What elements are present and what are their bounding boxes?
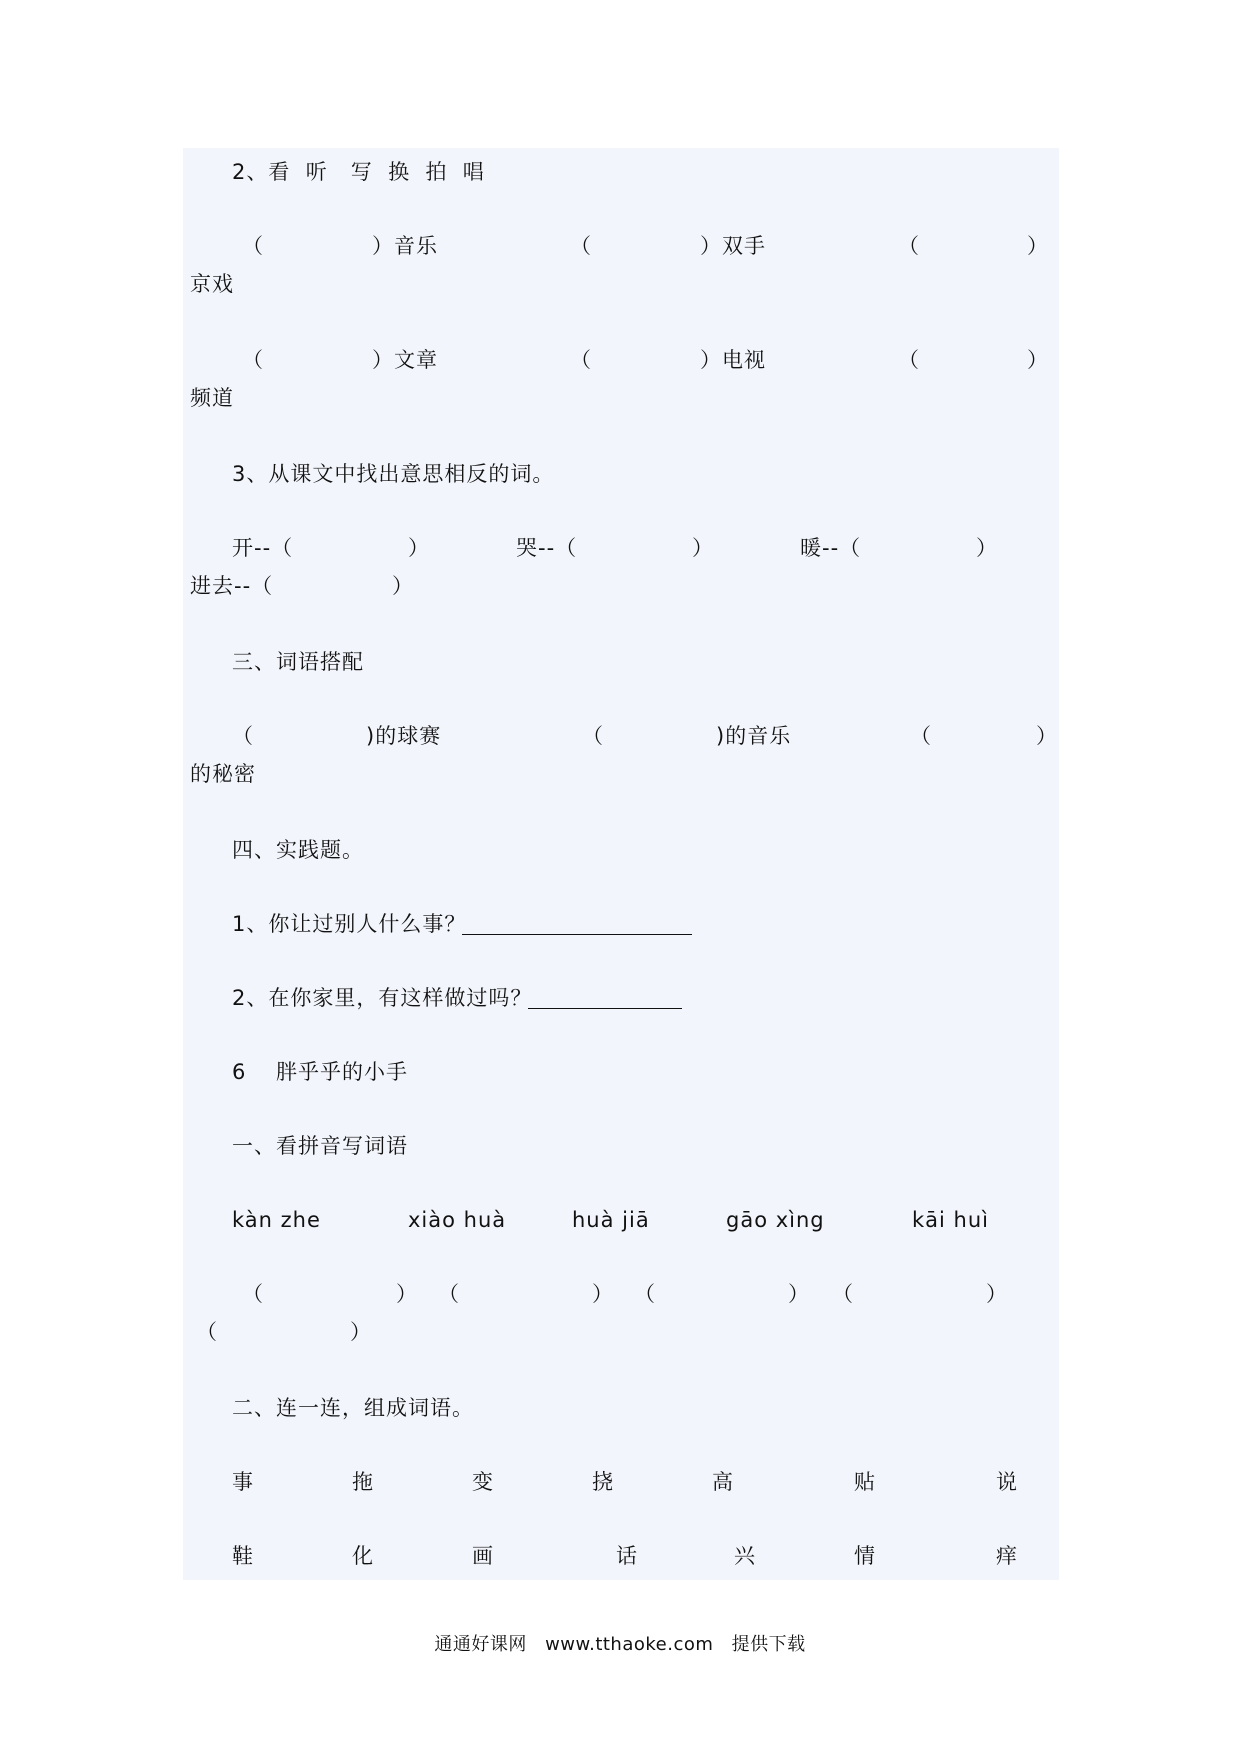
- connect-char-bottom[interactable]: 化: [352, 1544, 374, 1568]
- paren-open: （: [898, 348, 920, 372]
- paren-close: ）: [392, 574, 414, 598]
- section3-item-2: )的音乐: [716, 724, 792, 748]
- answer-line[interactable]: [462, 934, 692, 935]
- paren-open: （: [438, 1282, 460, 1306]
- section4-question-2: 2、在你家里，有这样做过吗？: [232, 986, 533, 1010]
- q2-row1-word1: ）音乐: [372, 234, 438, 258]
- paren-close: ）: [350, 1320, 372, 1344]
- connect-char-bottom[interactable]: 话: [616, 1544, 638, 1568]
- paren-open: （: [910, 724, 932, 748]
- q3-item-1: 开--（: [232, 536, 294, 560]
- section4-heading: 四、实践题。: [232, 838, 364, 862]
- paren-close: ）: [692, 536, 714, 560]
- footer-note: 提供下载: [731, 1634, 806, 1655]
- connect-char-top[interactable]: 挠: [592, 1470, 614, 1494]
- q2-row2-word2: ）电视: [700, 348, 766, 372]
- lesson-title: 胖乎乎的小手: [276, 1060, 408, 1084]
- pinyin-word: kàn zhe: [232, 1208, 321, 1232]
- paren-open: （: [242, 348, 264, 372]
- connect-char-bottom[interactable]: 画: [472, 1544, 494, 1568]
- paren-open: （: [242, 1282, 264, 1306]
- pinyin-word: kāi huì: [912, 1208, 989, 1232]
- paren-open: （: [570, 234, 592, 258]
- paren-close: ）: [396, 1282, 418, 1306]
- pinyin-word: huà jiā: [572, 1208, 650, 1232]
- paren-open: （: [570, 348, 592, 372]
- connect-char-top[interactable]: 事: [232, 1470, 254, 1494]
- paren-close: ）: [1027, 348, 1049, 372]
- connect-char-top[interactable]: 高: [712, 1470, 734, 1494]
- q2-row2-word3: 频道: [190, 386, 234, 410]
- footer-url[interactable]: www.tthaoke.com: [545, 1634, 714, 1655]
- q3-item-2: 哭--（: [516, 536, 578, 560]
- paren-close: ）: [986, 1282, 1008, 1306]
- connect-char-top[interactable]: 变: [472, 1470, 494, 1494]
- paren-close: ）: [408, 536, 430, 560]
- pinyin-word: gāo xìng: [726, 1208, 825, 1232]
- content-panel: [183, 148, 1059, 1580]
- section3-item-1: )的球赛: [366, 724, 442, 748]
- section4-question-1: 1、你让过别人什么事？: [232, 912, 467, 936]
- connect-section-heading: 二、连一连，组成词语。: [232, 1396, 474, 1420]
- q2-row1-word2: ）双手: [700, 234, 766, 258]
- paren-open: （: [832, 1282, 854, 1306]
- connect-char-top[interactable]: 拖: [352, 1470, 374, 1494]
- section3-heading: 三、词语搭配: [232, 650, 364, 674]
- page-footer: [0, 1632, 1240, 1658]
- footer-site-name: 通通好课网: [434, 1634, 527, 1655]
- pinyin-word: xiào huà: [408, 1208, 507, 1232]
- paren-close: ）: [1027, 234, 1049, 258]
- paren-close: ）: [976, 536, 998, 560]
- paren-open: （: [242, 234, 264, 258]
- q3-item-4: 进去--（: [190, 574, 274, 598]
- q2-row2-word1: ）文章: [372, 348, 438, 372]
- paren-open: （: [582, 724, 604, 748]
- paren-close: ）: [1036, 724, 1058, 748]
- connect-char-bottom[interactable]: 鞋: [232, 1544, 254, 1568]
- lesson-number: 6: [232, 1060, 247, 1084]
- answer-line[interactable]: [528, 1008, 682, 1009]
- q2-prompt: 2、看 听 写 换 拍 唱: [232, 160, 485, 184]
- paren-open: （: [634, 1282, 656, 1306]
- section3-item-3: 的秘密: [190, 762, 256, 786]
- q3-item-3: 暖--（: [800, 536, 862, 560]
- paren-close: ）: [788, 1282, 810, 1306]
- connect-char-bottom[interactable]: 情: [854, 1544, 876, 1568]
- connect-char-bottom[interactable]: 痒: [996, 1544, 1018, 1568]
- paren-open: （: [898, 234, 920, 258]
- q3-prompt: 3、从课文中找出意思相反的词。: [232, 462, 555, 486]
- paren-open: （: [232, 724, 254, 748]
- connect-char-top[interactable]: 说: [996, 1470, 1018, 1494]
- pinyin-section-heading: 一、看拼音写词语: [232, 1134, 408, 1158]
- connect-char-bottom[interactable]: 兴: [734, 1544, 756, 1568]
- q2-row1-word3: 京戏: [190, 272, 234, 296]
- paren-open: （: [196, 1320, 218, 1344]
- paren-close: ）: [592, 1282, 614, 1306]
- connect-char-top[interactable]: 贴: [854, 1470, 876, 1494]
